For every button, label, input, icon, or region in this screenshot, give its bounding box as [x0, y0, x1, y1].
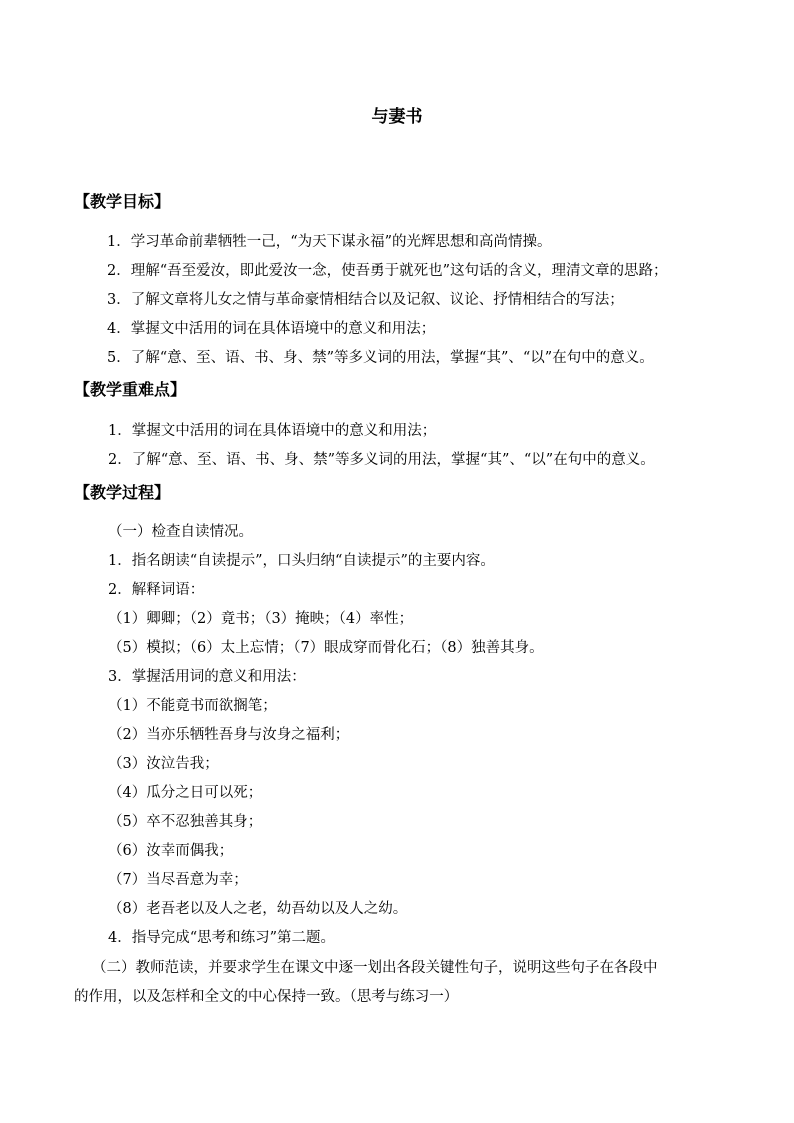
process-line: 3．掌握活用词的意义和用法：: [108, 669, 306, 685]
objective-item: 1．学习革命前辈牺牲一己，“为天下谋永福”的光辉思想和高尚情操。: [107, 234, 552, 250]
process-paragraph-line: （二）教师范读，并要求学生在课文中逐一划出各段关键性句子，说明这些句子在各段中: [92, 960, 658, 976]
objective-item: 3．了解文章将儿女之情与革命豪情相结合以及记叙、议论、抒情相结合的写法；: [107, 292, 624, 308]
heading-objectives: 【教学目标】: [74, 192, 171, 211]
objective-item: 5．了解“意、至、语、书、身、禁”等多义词的用法，掌握“其”、“以”在句中的意义。: [107, 350, 654, 366]
heading-process: 【教学过程】: [74, 483, 171, 502]
document-title: 与妻书: [371, 107, 423, 127]
process-line: （5）卒不忍独善其身；: [108, 814, 263, 830]
process-line: （7）当尽吾意为幸；: [108, 872, 248, 888]
key-point-item: 1．掌握文中活用的词在具体语境中的意义和用法；: [108, 423, 437, 439]
process-line: （8）老吾老以及人之老，幼吾幼以及人之幼。: [108, 901, 408, 917]
objective-item: 4．掌握文中活用的词在具体语境中的意义和用法；: [107, 321, 436, 337]
process-line: （6）汝幸而偶我；: [108, 843, 234, 859]
process-line: 4．指导完成“思考和练习”第二题。: [108, 930, 336, 946]
key-point-item: 2．了解“意、至、语、书、身、禁”等多义词的用法，掌握“其”、“以”在句中的意义。: [108, 452, 655, 468]
objective-item: 2．理解“吾至爱汝，即此爱汝一念，使吾勇于就死也”这句话的含义，理清文章的思路；: [107, 263, 668, 279]
process-line: （1）不能竟书而欲搁笔；: [108, 698, 277, 714]
process-line: 1．指名朗读“自读提示”，口头归纳“自读提示”的主要内容。: [108, 553, 495, 569]
process-line: （5）模拟；（6）太上忘情；（7）眼成穿而骨化石；（8）独善其身。: [108, 640, 544, 656]
heading-key-points: 【教学重难点】: [74, 380, 187, 399]
process-line: （1）卿卿；（2）竟书；（3）掩映；（4）率性；: [108, 611, 414, 627]
process-paragraph-line: 的作用，以及怎样和全文的中心保持一致。（思考与练习一）: [74, 989, 459, 1005]
process-line: （3）汝泣告我；: [108, 756, 219, 772]
process-line: （4）瓜分之日可以死；: [108, 785, 263, 801]
process-line: 2．解释词语：: [108, 582, 205, 598]
process-line: （2）当亦乐牺牲吾身与汝身之福利；: [108, 727, 350, 743]
process-line: （一）检查自读情况。: [108, 524, 253, 540]
